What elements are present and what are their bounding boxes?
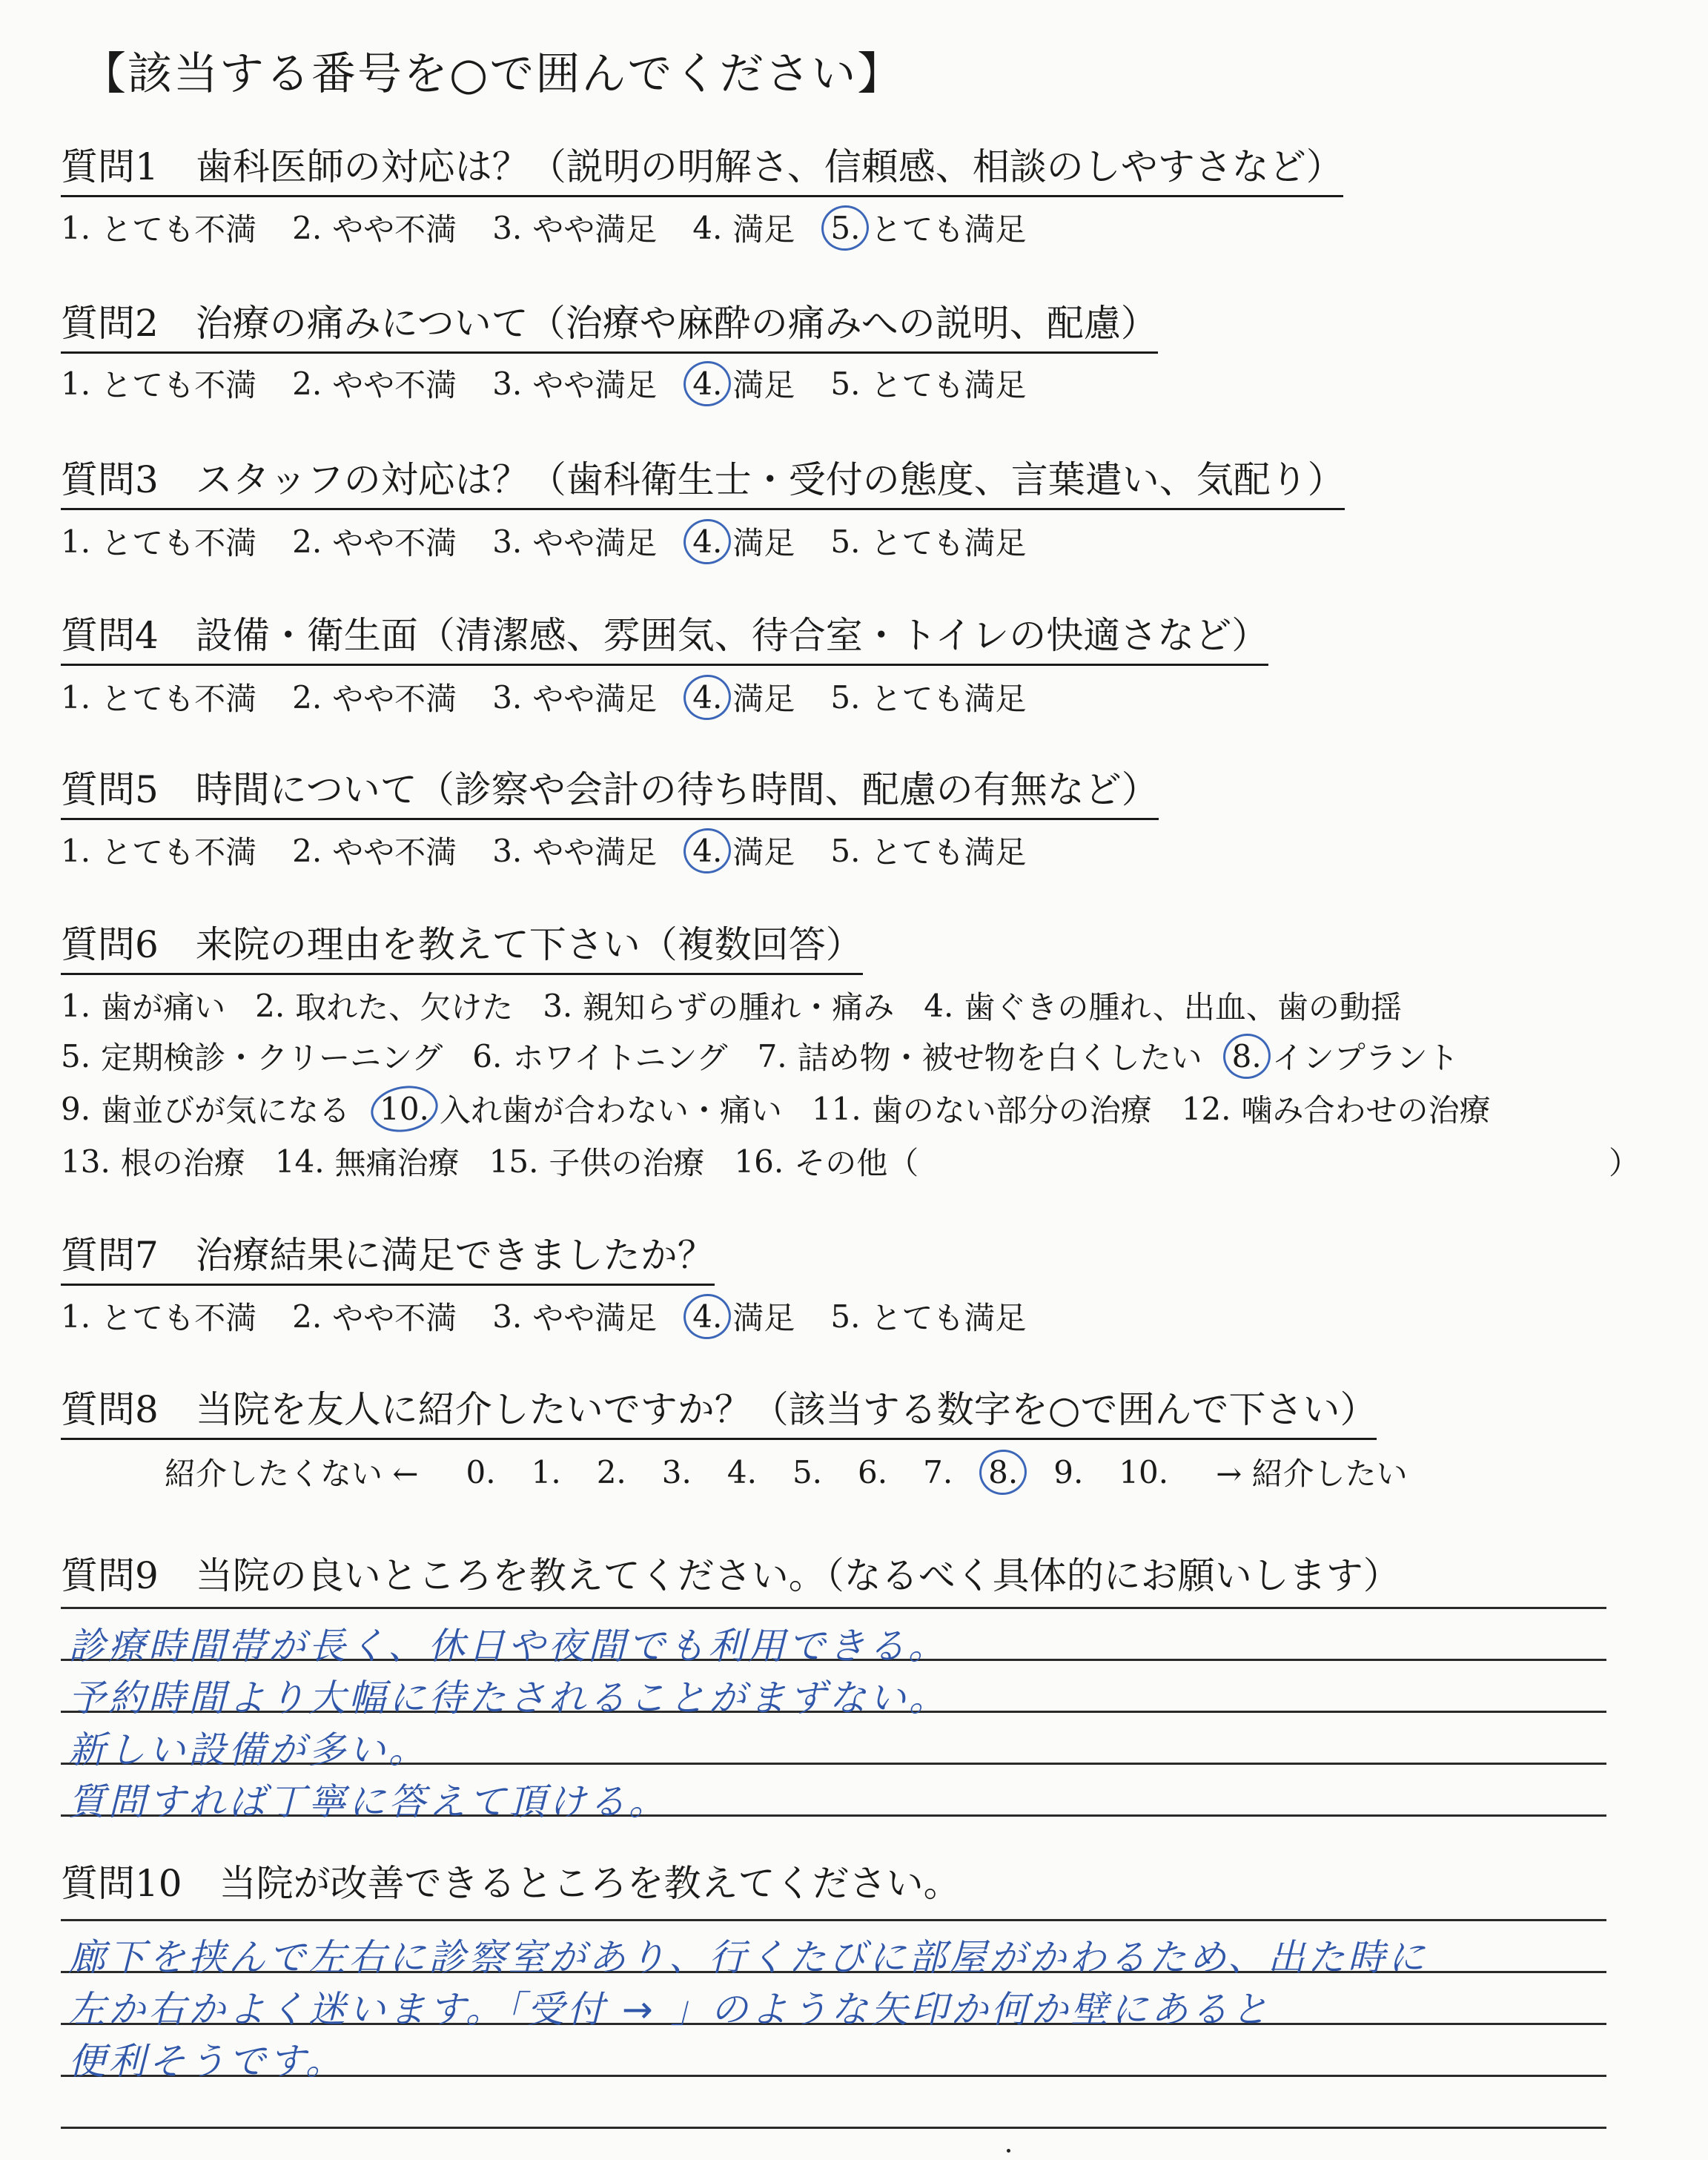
q6-option-10-circled[interactable]: 10. 入れ歯が合わない・痛い <box>380 1090 782 1129</box>
q8-score-6[interactable]: 6. <box>858 1453 888 1490</box>
question-8-scale <box>165 1450 1408 1494</box>
q10-handwritten-answer-3[interactable]: 便利そうです。 <box>68 2040 345 2083</box>
q8-score-10[interactable]: 10. <box>1119 1453 1169 1490</box>
question-4-heading: 質問4 設備・衛生面（清潔感、雰囲気、待合室・トイレの快適さなど） <box>61 615 1268 666</box>
q9-handwritten-answer-1[interactable]: 診療時間帯が長く、休日や夜間でも利用できる。 <box>68 1625 948 1668</box>
question-1-heading: 質問1 歯科医師の対応は？（説明の明解さ、信頼感、相談のしやすさなど） <box>61 146 1343 197</box>
q3-option-2[interactable]: 2. やや不満 <box>292 523 457 561</box>
q8-score-0[interactable]: 0. <box>466 1453 496 1490</box>
q5-option-5[interactable]: 5. とても満足 <box>830 832 1027 871</box>
q6-option-3[interactable]: 3. 親知らずの腫れ・痛み <box>543 987 895 1025</box>
q5-option-1[interactable]: 1. とても不満 <box>61 832 257 871</box>
question-5-heading: 質問5 時間について（診察や会計の待ち時間、配慮の有無など） <box>61 769 1159 820</box>
q3-option-1[interactable]: 1. とても不満 <box>61 523 257 561</box>
question-8-heading: 質問8 当院を友人に紹介したいですか？（該当する数字を○で囲んで下さい） <box>61 1389 1377 1440</box>
q3-option-5[interactable]: 5. とても満足 <box>830 523 1027 561</box>
q9-handwritten-answer-2[interactable]: 予約時間より大幅に待たされることがまずない。 <box>68 1677 949 1720</box>
q8-right-label: → 紹介したい <box>1216 1456 1408 1492</box>
q2-option-2[interactable]: 2. やや不満 <box>292 365 457 403</box>
q4-option-3[interactable]: 3. やや満足 <box>492 678 658 717</box>
question-6-row-4 <box>61 1139 948 1183</box>
q3-option-3[interactable]: 3. やや満足 <box>492 523 658 561</box>
q1-option-5-circled[interactable]: 5. とても満足 <box>830 209 1027 248</box>
stray-dot <box>1007 2149 1010 2153</box>
question-6-row-1 <box>61 983 1431 1028</box>
q7-option-2[interactable]: 2. やや不満 <box>292 1298 457 1336</box>
q7-option-3[interactable]: 3. やや満足 <box>492 1298 658 1336</box>
page-title: 【該当する番号を○で囲んでください】 <box>82 48 904 100</box>
q2-option-3[interactable]: 3. やや満足 <box>492 365 658 403</box>
q1-option-2[interactable]: 2. やや不満 <box>292 209 457 248</box>
q10-handwritten-answer-1[interactable]: 廊下を挟んで左右に診察室があり、行くたびに部屋がかわるため、出た時に <box>68 1936 1428 1979</box>
question-6-heading: 質問6 来院の理由を教えて下さい（複数回答） <box>61 924 863 975</box>
q6-option-2[interactable]: 2. 取れた、欠けた <box>255 987 514 1025</box>
q1-option-1[interactable]: 1. とても不満 <box>61 209 257 248</box>
q8-score-5[interactable]: 5. <box>792 1453 823 1490</box>
question-5-options <box>61 828 1062 873</box>
q10-answer-line-5 <box>61 2127 1606 2129</box>
q8-score-8-circled[interactable]: 8. <box>988 1453 1019 1490</box>
question-1-options <box>61 205 1062 250</box>
question-2-options <box>61 361 1062 406</box>
q2-option-4-circled[interactable]: 4. 満足 <box>692 365 795 403</box>
q4-option-5[interactable]: 5. とても満足 <box>830 678 1027 717</box>
q8-score-1[interactable]: 1. <box>531 1453 561 1490</box>
q6-option-6[interactable]: 6. ホワイトニング <box>472 1037 728 1076</box>
q8-score-4[interactable]: 4. <box>726 1453 757 1490</box>
question-10-heading: 質問10 当院が改善できるところを教えてください。 <box>61 1862 961 1905</box>
q8-left-label: 紹介したくない ← <box>165 1456 419 1492</box>
q6-option-11[interactable]: 11. 歯のない部分の治療 <box>811 1090 1152 1129</box>
q6-option-8-circled[interactable]: 8. インプラント <box>1231 1037 1459 1076</box>
q4-option-4-circled[interactable]: 4. 満足 <box>692 678 795 717</box>
question-3-options <box>61 519 1062 564</box>
question-2-heading: 質問2 治療の痛みについて（治療や麻酔の痛みへの説明、配慮） <box>61 303 1158 354</box>
q6-option-16[interactable]: 16. その他（ <box>734 1143 919 1181</box>
q7-option-4-circled[interactable]: 4. 満足 <box>692 1298 795 1336</box>
q7-option-5[interactable]: 5. とても満足 <box>830 1298 1027 1336</box>
q6-option-15[interactable]: 15. 子供の治療 <box>489 1143 705 1181</box>
q10-handwritten-answer-2[interactable]: 左か右かよく迷います。「受付 → 」のような矢印か何か壁にあると <box>68 1988 1271 2031</box>
q5-option-4-circled[interactable]: 4. 満足 <box>692 832 795 871</box>
q6-option-4[interactable]: 4. 歯ぐきの腫れ、出血、歯の動揺 <box>924 987 1402 1025</box>
question-3-heading: 質問3 スタッフの対応は？（歯科衛生士・受付の態度、言葉遣い、気配り） <box>61 459 1345 510</box>
q8-score-9[interactable]: 9. <box>1053 1453 1084 1490</box>
q3-option-4-circled[interactable]: 4. 満足 <box>692 523 795 561</box>
q2-option-1[interactable]: 1. とても不満 <box>61 365 257 403</box>
question-7-options <box>61 1294 1062 1338</box>
q6-option-13[interactable]: 13. 根の治療 <box>61 1143 245 1181</box>
q8-score-3[interactable]: 3. <box>661 1453 692 1490</box>
q8-score-2[interactable]: 2. <box>596 1453 626 1490</box>
q6-option-5[interactable]: 5. 定期検診・クリーニング <box>61 1037 443 1076</box>
question-9-heading: 質問9 当院の良いところを教えてください。（なるべく具体的にお願いします） <box>61 1554 1400 1597</box>
q6-other-close-paren: ） <box>1609 1145 1641 1181</box>
q9-handwritten-answer-4[interactable]: 質問すれば丁寧に答えて頂ける。 <box>68 1780 669 1823</box>
q6-option-9[interactable]: 9. 歯並びが気になる <box>61 1090 351 1129</box>
question-6-row-3 <box>61 1086 1520 1131</box>
q1-option-4[interactable]: 4. 満足 <box>692 209 795 248</box>
q4-option-1[interactable]: 1. とても不満 <box>61 678 257 717</box>
q9-answer-line-1 <box>61 1607 1606 1609</box>
q4-option-2[interactable]: 2. やや不満 <box>292 678 457 717</box>
q8-score-7[interactable]: 7. <box>923 1453 953 1490</box>
q6-option-14[interactable]: 14. 無痛治療 <box>274 1143 460 1181</box>
q1-option-3[interactable]: 3. やや満足 <box>492 209 658 248</box>
q2-option-5[interactable]: 5. とても満足 <box>830 365 1027 403</box>
q5-option-2[interactable]: 2. やや不満 <box>292 832 457 871</box>
question-7-heading: 質問7 治療結果に満足できましたか？ <box>61 1235 715 1286</box>
q6-option-12[interactable]: 12. 噛み合わせの治療 <box>1181 1090 1491 1129</box>
q6-option-7[interactable]: 7. 詰め物・被せ物を白くしたい <box>757 1037 1202 1076</box>
q7-option-1[interactable]: 1. とても不満 <box>61 1298 257 1336</box>
q9-handwritten-answer-3[interactable]: 新しい設備が多い。 <box>68 1728 428 1771</box>
q5-option-3[interactable]: 3. やや満足 <box>492 832 658 871</box>
q6-option-1[interactable]: 1. 歯が痛い <box>61 987 226 1025</box>
question-4-options <box>61 675 1062 719</box>
q10-answer-line-1 <box>61 1919 1606 1921</box>
question-6-row-2 <box>61 1034 1489 1078</box>
